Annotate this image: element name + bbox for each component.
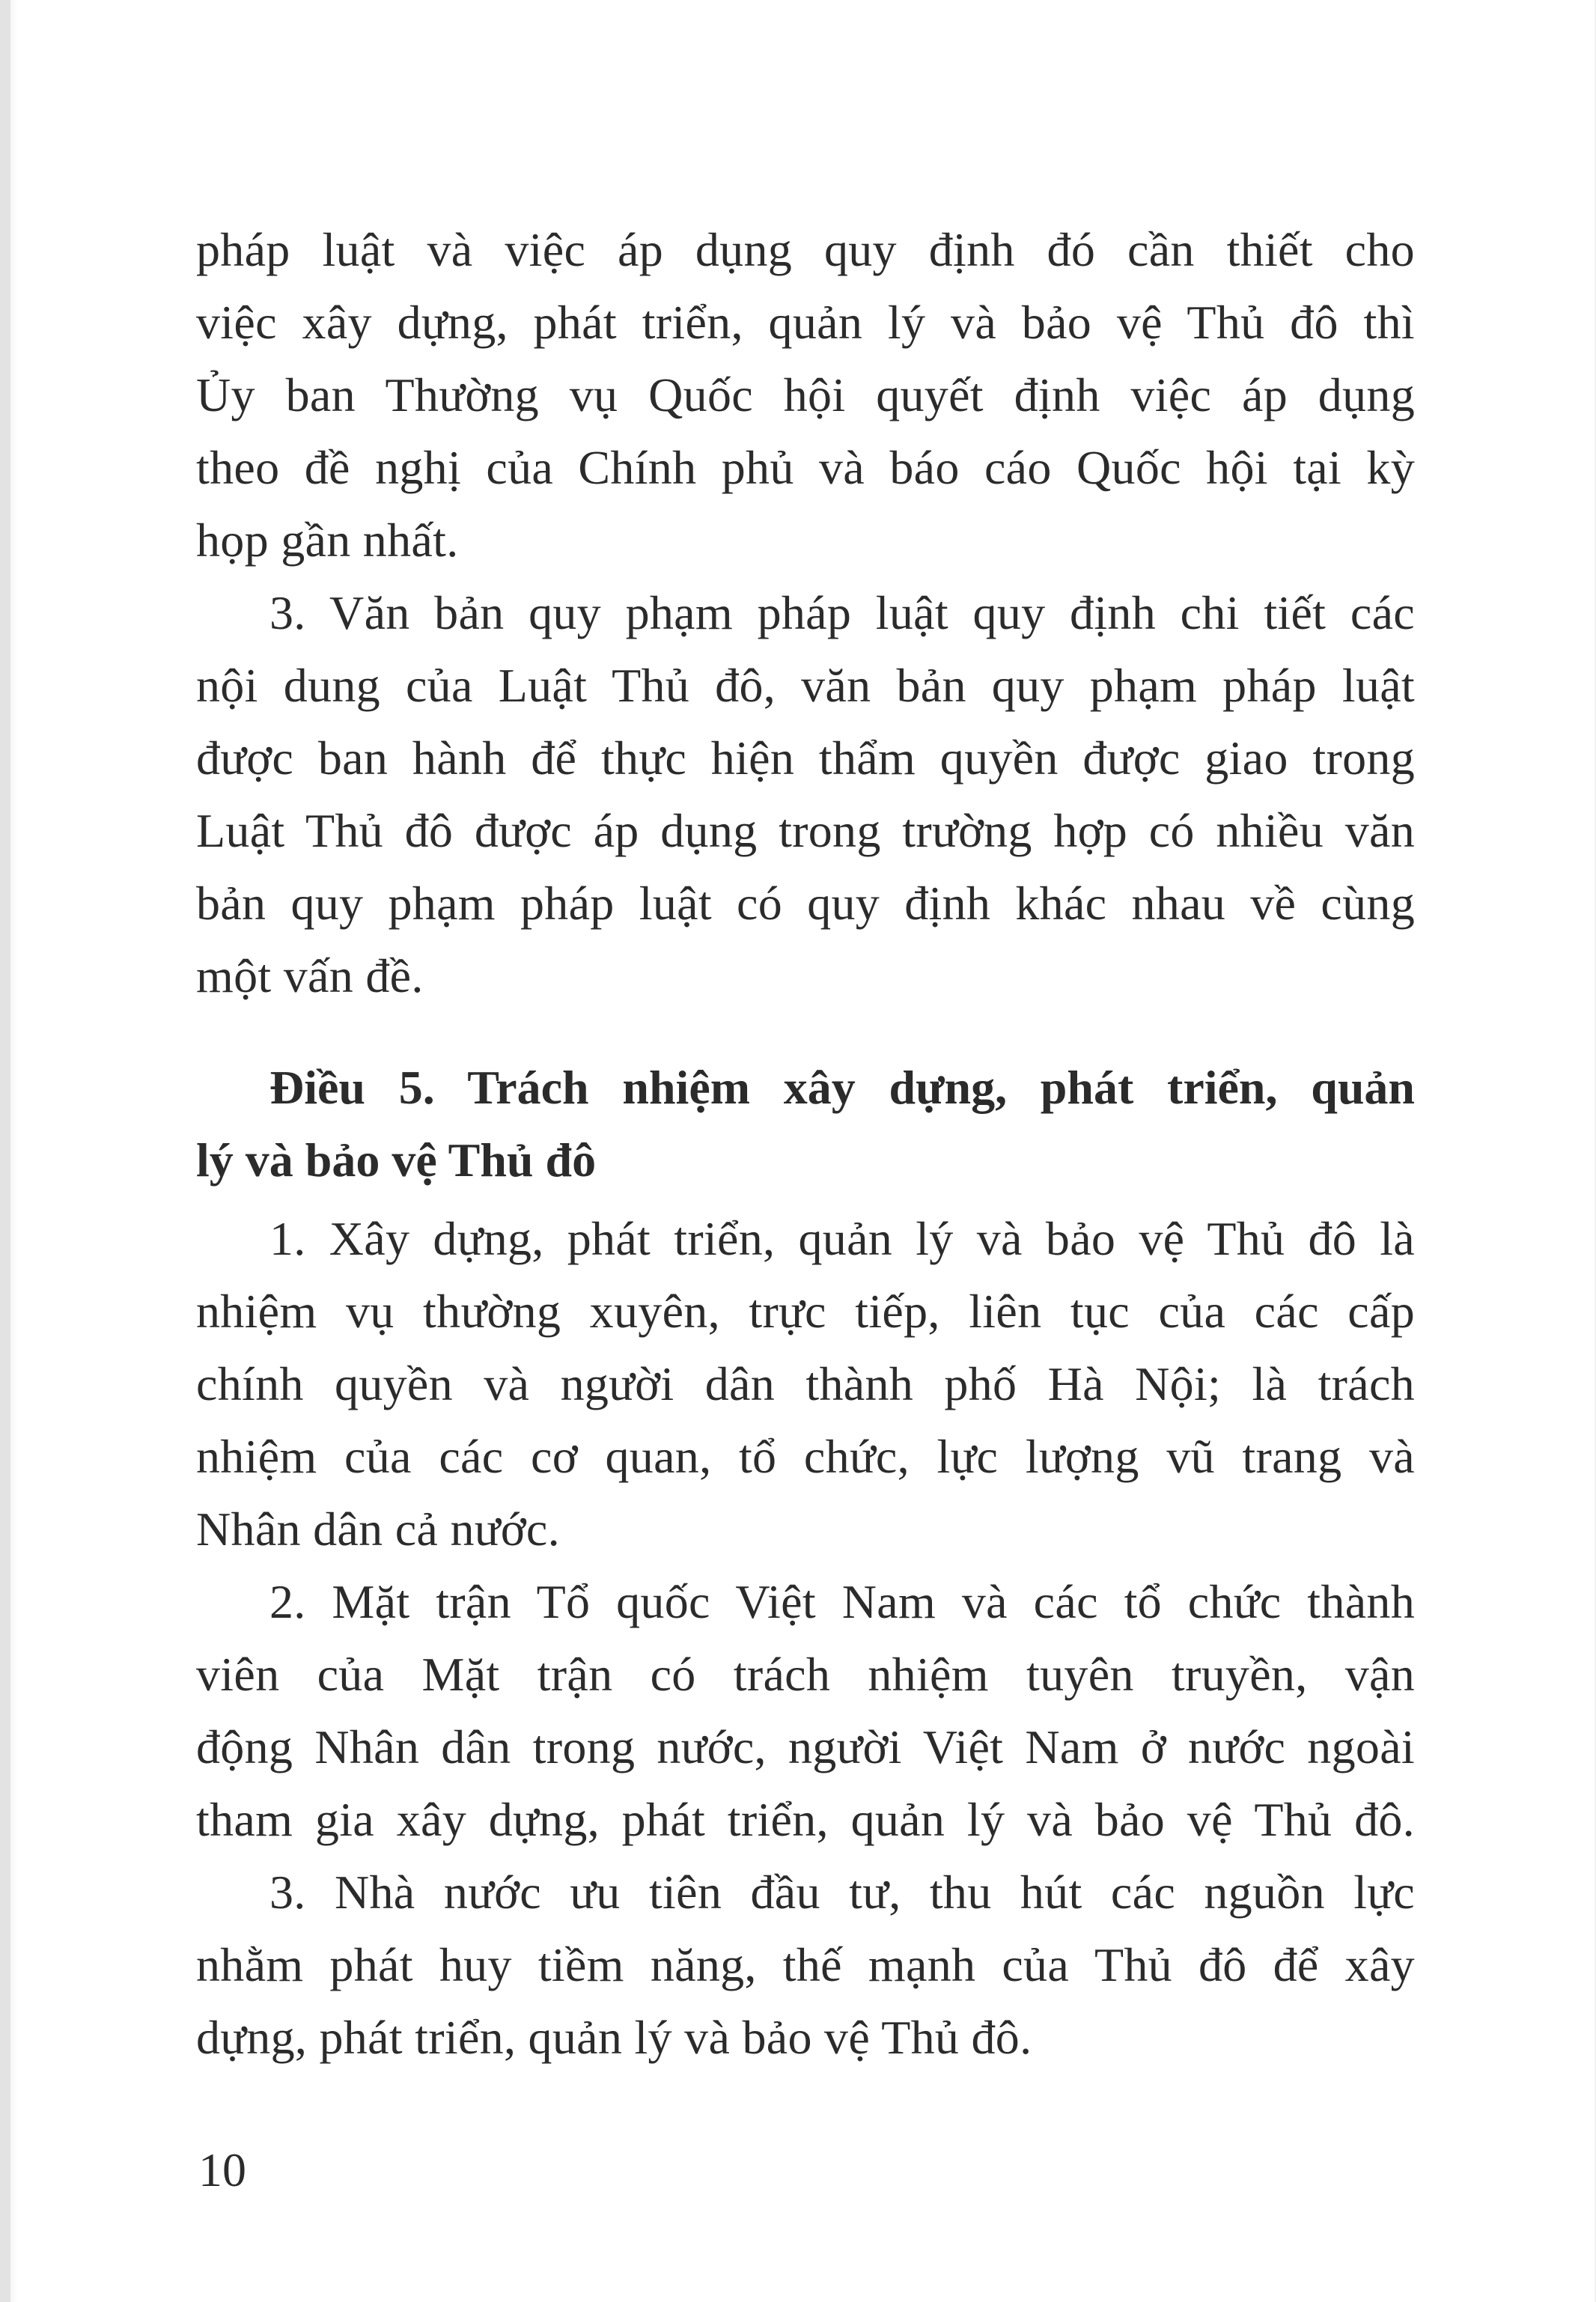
text-line: pháp luật và việc áp dụng quy định đó cần thiết cho: [196, 223, 1415, 276]
text-line: nội dung của Luật Thủ đô, văn bản quy phạm pháp luật: [196, 659, 1415, 712]
text-line: nhằm phát huy tiềm năng, thế mạnh của Thủ đô để xây: [196, 1938, 1415, 1991]
heading-line: lý và bảo vệ Thủ đô: [196, 1133, 597, 1187]
text-line: 1. Xây dựng, phát triển, quản lý và bảo vệ Thủ đô là: [269, 1212, 1415, 1265]
text-line: 3. Nhà nước ưu tiên đầu tư, thu hút các nguồn lực: [269, 1866, 1415, 1919]
text-line: Luật Thủ đô được áp dụng trong trường hợp có nhiều văn: [196, 804, 1415, 857]
text-line: họp gần nhất.: [196, 514, 459, 567]
text-line: 3. Văn bản quy phạm pháp luật quy định chi tiết các: [269, 586, 1415, 639]
text-line: động Nhân dân trong nước, người Việt Nam ở nước ngoài: [196, 1720, 1415, 1773]
text-line: nhiệm của các cơ quan, tổ chức, lực lượng vũ trang và: [196, 1430, 1415, 1483]
heading-line: Điều 5. Trách nhiệm xây dựng, phát triển, quản: [269, 1061, 1415, 1114]
text-line: được ban hành để thực hiện thẩm quyền được giao trong: [196, 731, 1415, 785]
text-line: bản quy phạm pháp luật có quy định khác nhau về cùng: [196, 877, 1415, 930]
text-line: theo đề nghị của Chính phủ và báo cáo Quốc hội tại kỳ: [196, 441, 1415, 494]
page-edge-shadow: [10, 0, 18, 2302]
text-line: dựng, phát triển, quản lý và bảo vệ Thủ đô.: [196, 2011, 1032, 2064]
text-line: Ủy ban Thường vụ Quốc hội quyết định việc áp dụng: [196, 368, 1415, 421]
page-edge-strip: [0, 0, 10, 2302]
text-line: chính quyền và người dân thành phố Hà Nội; là trách: [196, 1357, 1415, 1410]
text-line: viên của Mặt trận có trách nhiệm tuyên truyền, vận: [196, 1648, 1415, 1701]
text-line: tham gia xây dựng, phát triển, quản lý và bảo vệ Thủ đô.: [196, 1793, 1415, 1846]
text-line: 2. Mặt trận Tổ quốc Việt Nam và các tổ chức thành: [269, 1575, 1415, 1628]
text-line: Nhân dân cả nước.: [196, 1502, 560, 1556]
text-line: một vấn đề.: [196, 949, 424, 1002]
text-line: nhiệm vụ thường xuyên, trực tiếp, liên tục của các cấp: [196, 1285, 1415, 1338]
page-number: 10: [198, 2143, 246, 2196]
text-line: việc xây dựng, phát triển, quản lý và bảo vệ Thủ đô thì: [196, 296, 1415, 349]
